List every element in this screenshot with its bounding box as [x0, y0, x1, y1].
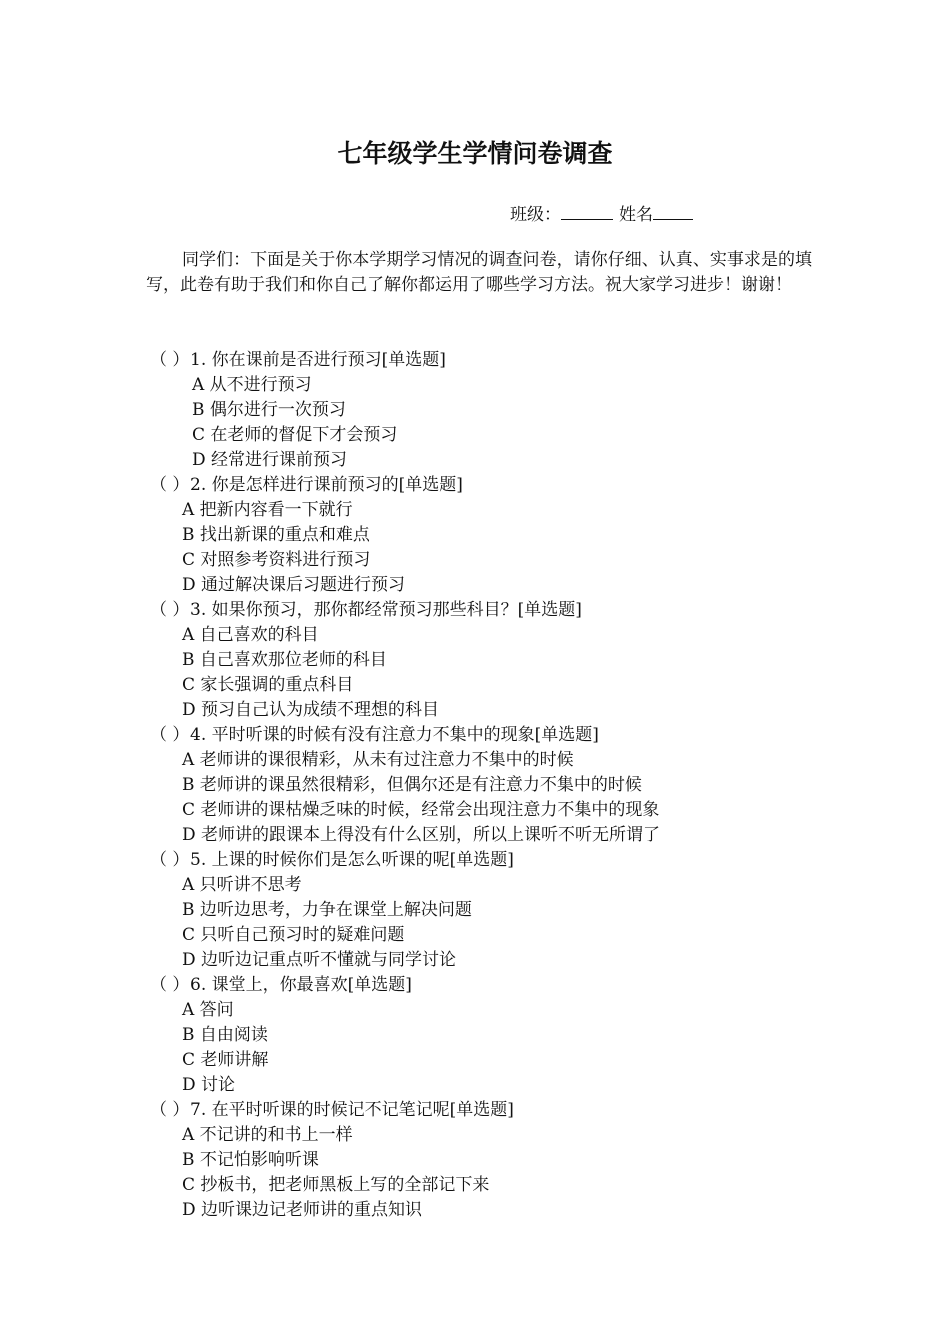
- document-title: 七年级学生学情问卷调查: [337, 139, 613, 168]
- question-5: [150, 848, 830, 873]
- student-info: [510, 200, 693, 225]
- option-item: D 讨论: [182, 1075, 236, 1095]
- name-label: 姓名: [619, 205, 653, 225]
- option-item: B 自己喜欢那位老师的科目: [182, 650, 387, 670]
- name-blank: [653, 202, 693, 220]
- option-item: A 从不进行预习: [192, 375, 312, 395]
- class-label: 班级：: [510, 205, 561, 225]
- question-text: 6. 课堂上，你最喜欢[单选题]: [190, 975, 412, 995]
- question-text: 2. 你是怎样进行课前预习的[单选题]: [190, 475, 463, 495]
- option-item: D 边听边记重点听不懂就与同学讨论: [182, 950, 457, 970]
- question-text: 1. 你在课前是否进行预习[单选题]: [190, 350, 446, 370]
- option-item: A 老师讲的课很精彩，从未有过注意力不集中的时候: [182, 750, 574, 770]
- question-2: [150, 473, 830, 498]
- option-item: B 自由阅读: [182, 1025, 268, 1045]
- answer-blank: （ ）: [150, 975, 190, 995]
- question-text: 3. 如果你预习，那你都经常预习那些科目？[单选题]: [190, 600, 582, 620]
- option-item: B 老师讲的课虽然很精彩，但偶尔还是有注意力不集中的时候: [182, 775, 642, 795]
- option-item: A 只听讲不思考: [182, 875, 302, 895]
- option-item: C 在老师的督促下才会预习: [192, 425, 398, 445]
- option-item: C 老师讲解: [182, 1050, 269, 1070]
- option-item: B 边听边思考，力争在课堂上解决问题: [182, 900, 472, 920]
- option-item: C 家长强调的重点科目: [182, 675, 354, 695]
- option-item: C 只听自己预习时的疑难问题: [182, 925, 405, 945]
- answer-blank: （ ）: [150, 350, 190, 370]
- question-6: [150, 973, 830, 998]
- question-1: [150, 348, 830, 373]
- option-item: A 不记讲的和书上一样: [182, 1125, 353, 1145]
- option-item: A 答问: [182, 1000, 234, 1020]
- question-4: [150, 723, 830, 748]
- answer-blank: （ ）: [150, 1100, 190, 1120]
- option-item: C 抄板书，把老师黑板上写的全部记下来: [182, 1175, 490, 1195]
- answer-blank: （ ）: [150, 850, 190, 870]
- intro-paragraph: 同学们：下面是关于你本学期学习情况的调查问卷，请你仔细、认真、实事求是的填写，此卷有助于我们和你自己了解你都运用了哪些学习方法。祝大家学习进步！谢谢！: [146, 250, 812, 295]
- option-item: A 把新内容看一下就行: [182, 500, 353, 520]
- question-text: 4. 平时听课的时候有没有注意力不集中的现象[单选题]: [190, 725, 599, 745]
- question-7: [150, 1098, 830, 1123]
- question-text: 7. 在平时听课的时候记不记笔记呢[单选题]: [190, 1100, 514, 1120]
- option-item: D 通过解决课后习题进行预习: [182, 575, 406, 595]
- option-item: B 偶尔进行一次预习: [192, 400, 346, 420]
- option-item: D 经常进行课前预习: [192, 450, 348, 470]
- answer-blank: （ ）: [150, 600, 190, 620]
- answer-blank: （ ）: [150, 725, 190, 745]
- option-item: C 对照参考资料进行预习: [182, 550, 371, 570]
- option-item: B 找出新课的重点和难点: [182, 525, 370, 545]
- option-item: A 自己喜欢的科目: [182, 625, 319, 645]
- option-item: D 边听课边记老师讲的重点知识: [182, 1200, 423, 1220]
- question-text: 5. 上课的时候你们是怎么听课的呢[单选题]: [190, 850, 514, 870]
- option-item: C 老师讲的课枯燥乏味的时候，经常会出现注意力不集中的现象: [182, 800, 660, 820]
- question-list: [150, 348, 830, 1223]
- answer-blank: （ ）: [150, 475, 190, 495]
- option-item: B 不记怕影响听课: [182, 1150, 319, 1170]
- class-blank: [561, 202, 613, 220]
- option-item: D 老师讲的跟课本上得没有什么区别，所以上课听不听无所谓了: [182, 825, 661, 845]
- option-item: D 预习自己认为成绩不理想的科目: [182, 700, 440, 720]
- question-3: [150, 598, 830, 623]
